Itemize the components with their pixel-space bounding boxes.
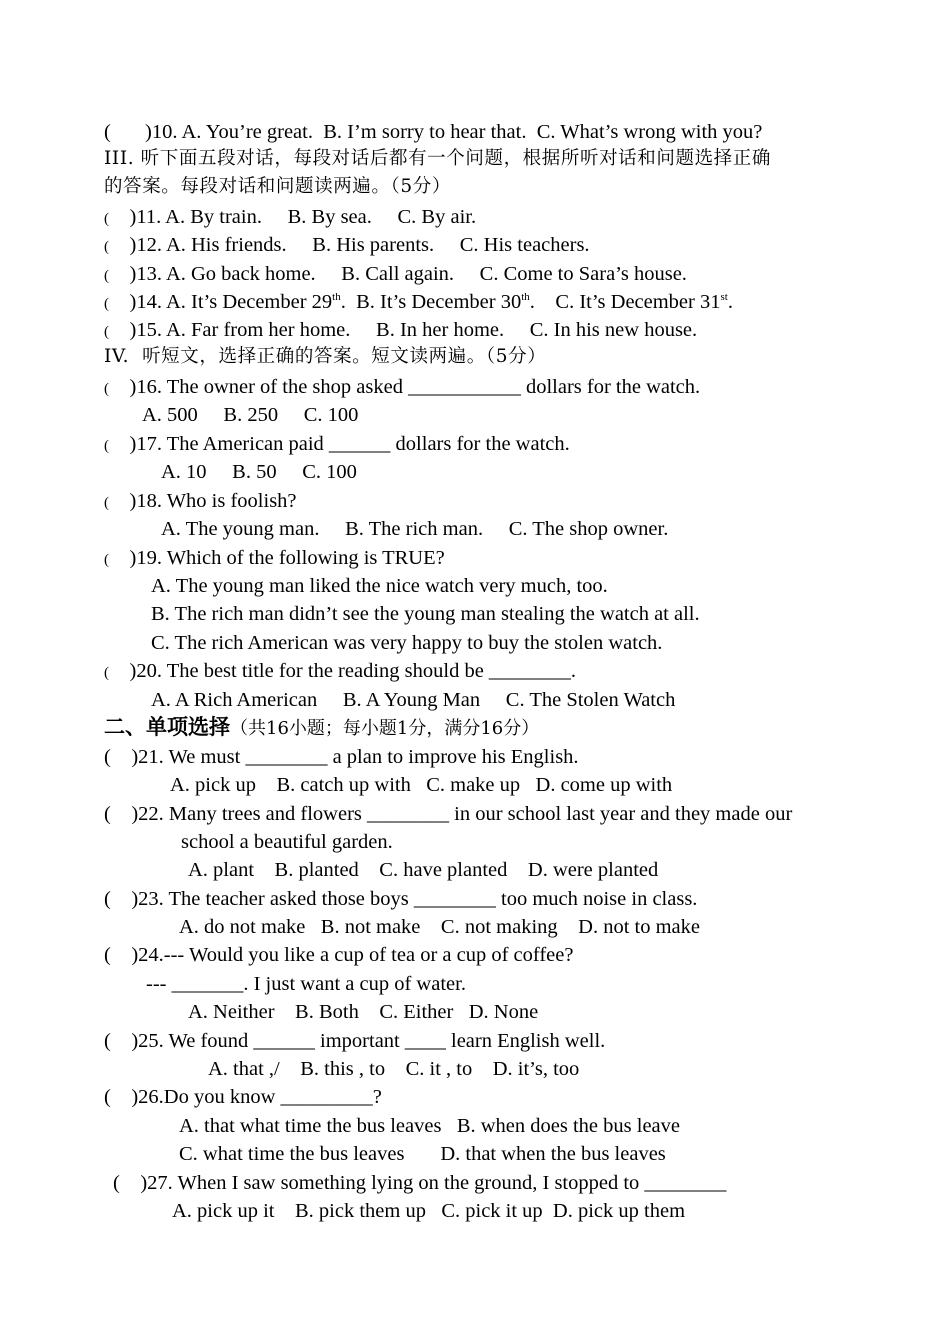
question-19 [104,546,445,572]
question-23: ( )23. The teacher asked those boys ________ too much noise in class. [104,888,698,910]
question-19-option-b: B. The rich man didn’t see the young man stealing the watch at all. [151,603,700,625]
question-27-options: A. pick up it B. pick them up C. pick it up D. pick up them [172,1200,686,1222]
question-15-text: )15. A. Far from her home. B. In her home. C. In his new house. [129,319,698,341]
question-27: ( )27. When I saw something lying on the ground, I stopped to ________ [113,1172,727,1194]
question-26-options-cd: C. what time the bus leaves D. that when the bus leaves [179,1143,666,1165]
superscript: st [720,291,728,303]
question-25-options: A. that ,/ B. this , to C. it , to D. it’s, too [208,1058,580,1080]
section-3-instruction-line-1: III. 听下面五段对话，每段对话后都有一个问题，根据所听对话和问题选择正确 [104,148,771,169]
question-24-options: A. Neither B. Both C. Either D. None [188,1001,539,1023]
answer-paren: ( [104,438,109,454]
question-22-continued: school a beautiful garden. [181,831,393,853]
answer-paren: ( [104,381,109,397]
question-21-options: A. pick up B. catch up with C. make up D. come up with [170,774,673,796]
question-18-text: )18. Who is foolish? [129,490,297,512]
answer-paren: ( [104,239,109,255]
question-17 [104,432,570,458]
section-3-instruction-line-2: 的答案。每段对话和问题读两遍。（5分） [104,176,451,197]
question-14-option-a: )14. A. It’s December 29 [129,291,333,313]
question-25: ( )25. We found ______ important ____ learn English well. [104,1030,606,1052]
question-11-text: )11. A. By train. B. By sea. C. By air. [129,206,477,228]
answer-paren: ( [104,552,109,568]
question-14-option-b: . B. It’s December 30 [340,291,522,313]
superscript: th [332,291,341,303]
section-2-scoring: （共16小题；每小题1分，满分16分） [230,718,540,739]
answer-paren: ( [104,495,109,511]
question-19-option-a: A. The young man liked the nice watch very much, too. [151,575,608,597]
question-22-options: A. plant B. planted C. have planted D. were planted [188,859,659,881]
question-17-text: )17. The American paid ______ dollars for the watch. [129,433,570,455]
answer-paren: ( [104,268,109,284]
question-15 [104,318,697,344]
question-22: ( )22. Many trees and flowers ________ in our school last year and they made our [104,803,793,825]
question-16 [104,375,700,401]
question-14-option-c: . C. It’s December 31 [529,291,721,313]
question-17-options: A. 10 B. 50 C. 100 [161,461,357,483]
question-26: ( )26.Do you know _________? [104,1086,382,1108]
question-24-response: --- _______. I just want a cup of water. [146,973,466,995]
question-23-options: A. do not make B. not make C. not making D. not to make [179,916,700,938]
question-12-text: )12. A. His friends. B. His parents. C. His teachers. [129,234,590,256]
question-10 [104,120,762,144]
question-24: ( )24.--- Would you like a cup of tea or a cup of coffee? [104,944,574,966]
question-13 [104,262,687,288]
section-4-instruction: IV. 听短文，选择正确的答案。短文读两遍。（5分） [104,346,547,367]
question-12 [104,233,590,259]
answer-paren: ( [104,324,109,340]
question-19-text: )19. Which of the following is TRUE? [129,547,445,569]
question-19-option-c: C. The rich American was very happy to buy the stolen watch. [151,632,663,654]
period: . [727,291,733,313]
question-20-text: )20. The best title for the reading should be ________. [129,660,577,682]
question-26-options-ab: A. that what time the bus leaves B. when does the bus leave [179,1115,680,1137]
question-20 [104,659,576,685]
question-14 [104,290,733,316]
answer-paren: ( [104,211,109,227]
section-2-title: 二、单项选择 [104,715,230,739]
question-10-text: ( )10. A. You’re great. B. I’m sorry to hear that. C. What’s wrong with you? [104,121,763,143]
question-16-text: )16. The owner of the shop asked ___________ dollars for the watch. [129,376,701,398]
question-16-options: A. 500 B. 250 C. 100 [142,404,359,426]
superscript: th [521,291,530,303]
question-13-text: )13. A. Go back home. B. Call again. C. Come to Sara’s house. [129,263,687,285]
question-21: ( )21. We must ________ a plan to improve his English. [104,746,579,768]
question-11 [104,205,476,231]
answer-paren: ( [104,296,109,312]
question-20-options: A. A Rich American B. A Young Man C. The Stolen Watch [151,689,676,711]
question-18-options: A. The young man. B. The rich man. C. The shop owner. [161,518,669,540]
section-2-heading [104,715,539,741]
answer-paren: ( [104,665,109,681]
question-18 [104,489,297,515]
